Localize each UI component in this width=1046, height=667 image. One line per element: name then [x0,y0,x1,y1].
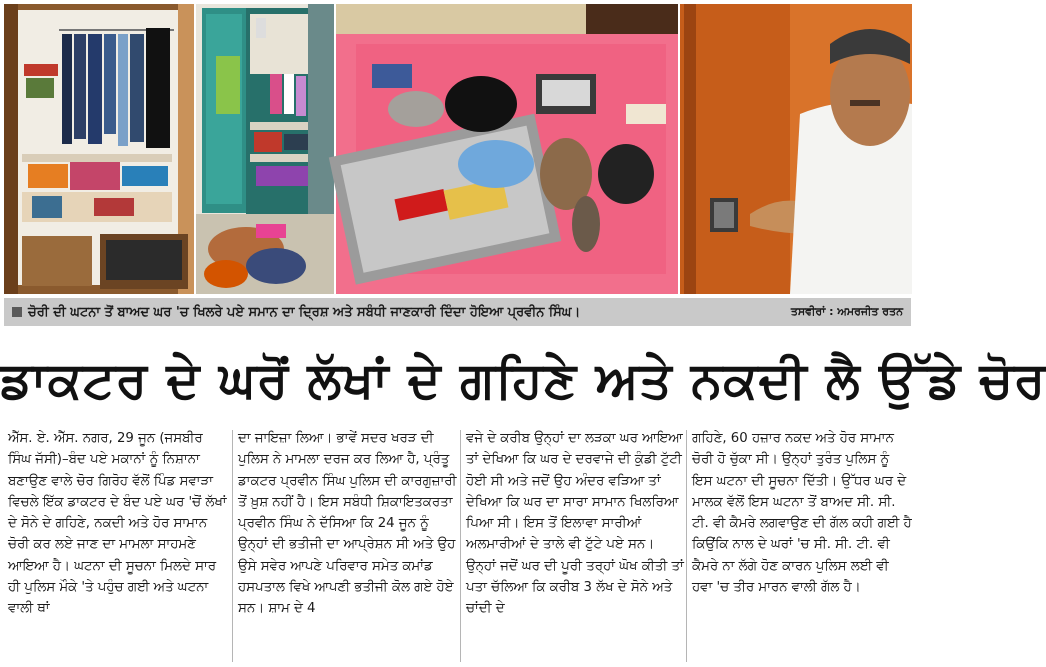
column-text: ਦਾ ਜਾਇਜ਼ਾ ਲਿਆ। ਭਾਵੇਂ ਸਦਰ ਖਰੜ ਦੀ ਪੁਲਿਸ ਨੇ ਮਾਮਲਾ ਦਰਜ ਕਰ ਲਿਆ ਹੈ, ਪ੍ਰੰਤੂ ਡਾਕਟਰ ਪ੍ਰਵੀਨ ਸਿੰਘ ਪੁਲਿਸ ਦੀ ਕਾਰਗੁਜ਼ਾਰੀ ਤੋਂ ਖ਼ੁਸ਼ ਨਹੀਂ ਹੈ। ਇਸ ਸਬੰਧੀ ਸ਼ਿਕਾਇਤਕਰਤਾ ਪ੍ਰਵੀਨ ਸਿੰਘ ਨੇ ਦੱਸਿਆ ਕਿ 24 ਜੂਨ ਨੂੰ ਉਨ੍ਹਾਂ ਦੀ ਭਤੀਜੀ ਦਾ ਆਪ੍ਰੇਸ਼ਨ ਸੀ ਅਤੇ ਉਹ ਉਸੇ ਸਵੇਰ ਆਪਣੇ ਪਰਿਵਾਰ ਸਮੇਤ ਕਮਾਂਡ ਹਸਪਤਾਲ ਵਿਖੇ ਆਪਣੀ ਭਤੀਜੀ ਕੋਲ ਗਏ ਹੋਏ ਸਨ। ਸ਼ਾਮ ਦੇ 4 [238,431,457,617]
column-divider [686,430,687,662]
headline: ਡਾਕਟਰ ਦੇ ਘਰੋਂ ਲੱਖਾਂ ਦੇ ਗਹਿਣੇ ਅਤੇ ਨਕਦੀ ਲੈ ਉੱਡੇ ਚੋਰ [0,351,1046,409]
praveen-singh-photo [680,4,912,294]
column-text: ਵਜੇ ਦੇ ਕਰੀਬ ਉਨ੍ਹਾਂ ਦਾ ਲੜਕਾ ਘਰ ਆਇਆ ਤਾਂ ਦੇਖਿਆ ਕਿ ਘਰ ਦੇ ਦਰਵਾਜੇ ਦੀ ਕੁੰਡੀ ਟੁੱਟੀ ਹੋਈ ਸੀ ਅਤੇ ਜਦੋਂ ਉਹ ਅੰਦਰ ਵੜਿਆ ਤਾਂ ਦੇਖਿਆ ਕਿ ਘਰ ਦਾ ਸਾਰਾ ਸਾਮਾਨ ਖਿਲਰਿਆ ਪਿਆ ਸੀ। ਇਸ ਤੋਂ ਇਲਾਵਾ ਸਾਰੀਆਂ ਅਲਮਾਰੀਆਂ ਦੇ ਤਾਲੇ ਵੀ ਟੁੱਟੇ ਪਏ ਸਨ। ਉਨ੍ਹਾਂ ਜਦੋਂ ਘਰ ਦੀ ਪੂਰੀ ਤਰ੍ਹਾਂ ਘੋਖ ਕੀਤੀ ਤਾਂ ਪਤਾ ਚੱਲਿਆ ਕਿ ਕਰੀਬ 3 ਲੱਖ ਦੇ ਸੋਨੇ ਅਤੇ ਚਾਂਦੀ ਦੇ [466,431,684,617]
article-column-1 [8,428,228,667]
article-column-2 [238,428,458,667]
caption-bullet-icon [12,307,22,317]
photo-caption-bar [4,298,911,326]
wardrobe-clothes-photo [4,4,194,294]
article-column-3 [466,428,686,667]
column-text: ਐੱਸ. ਏ. ਐੱਸ. ਨਗਰ, 29 ਜੂਨ (ਜਸਬੀਰ ਸਿੰਘ ਜੱਸੀ)–ਬੰਦ ਪਏ ਮਕਾਨਾਂ ਨੂੰ ਨਿਸ਼ਾਨਾ ਬਣਾਉਣ ਵਾਲੇ ਚੋਰ ਗਿਰੋਹ ਵੱਲੋਂ ਪਿੰਡ ਸਵਾੜਾ ਵਿਚਲੇ ਇੱਕ ਡਾਕਟਰ ਦੇ ਬੰਦ ਪਏ ਘਰ 'ਚੋਂ ਲੱਖਾਂ ਦੇ ਸੋਨੇ ਦੇ ਗਹਿਣੇ, ਨਕਦੀ ਅਤੇ ਹੋਰ ਸਾਮਾਨ ਚੋਰੀ ਕਰ ਲਏ ਜਾਣ ਦਾ ਮਾਮਲਾ ਸਾਹਮਣੇ ਆਇਆ ਹੈ। ਘਟਨਾ ਦੀ ਸੂਚਨਾ ਮਿਲਦੇ ਸਾਰ ਹੀ ਪੁਲਿਸ ਮੌਕੇ 'ਤੇ ਪਹੁੰਚ ਗਈ ਅਤੇ ਘਟਨਾ ਵਾਲੀ ਥਾਂ [8,431,227,617]
article-column-4 [692,428,912,667]
article-body [0,428,915,667]
bed-scattered-items-photo [336,4,678,294]
open-almirah-photo [196,4,334,294]
column-divider [232,430,233,662]
column-divider [460,430,461,662]
column-text: ਗਹਿਣੇ, 60 ਹਜ਼ਾਰ ਨਕਦ ਅਤੇ ਹੋਰ ਸਾਮਾਨ ਚੋਰੀ ਹੋ ਚੁੱਕਾ ਸੀ। ਉਨ੍ਹਾਂ ਤੁਰੰਤ ਪੁਲਿਸ ਨੂੰ ਇਸ ਘਟਨਾ ਦੀ ਸੂਚਨਾ ਦਿੱਤੀ। ਉੱਧਰ ਘਰ ਦੇ ਮਾਲਕ ਵੱਲੋਂ ਇਸ ਘਟਨਾ ਤੋਂ ਬਾਅਦ ਸੀ. ਸੀ. ਟੀ. ਵੀ ਕੈਮਰੇ ਲਗਵਾਉਣ ਦੀ ਗੱਲ ਕਹੀ ਗਈ ਹੈ ਕਿਉਂਕਿ ਨਾਲ ਦੇ ਘਰਾਂ 'ਚ ਸੀ. ਸੀ. ਟੀ. ਵੀ ਕੈਮਰੇ ਨਾ ਲੱਗੇ ਹੋਣ ਕਾਰਨ ਪੁਲਿਸ ਲਈ ਵੀ ਹਵਾ 'ਚ ਤੀਰ ਮਾਰਨ ਵਾਲੀ ਗੱਲ ਹੈ। [692,431,912,596]
photo-credit: ਤਸਵੀਰਾਂ : ਅਮਰਜੀਤ ਰਤਨ [790,305,903,318]
photo-caption: ਚੋਰੀ ਦੀ ਘਟਨਾ ਤੋਂ ਬਾਅਦ ਘਰ 'ਚ ਖਿਲਰੇ ਪਏ ਸਮਾਨ ਦਾ ਦ੍ਰਿਸ਼ ਅਤੇ ਸਬੰਧੀ ਜਾਣਕਾਰੀ ਦਿੰਦਾ ਹੋਇਆ ਪ੍ਰਵੀਨ ਸਿੰਘ। [28,304,581,320]
photo-strip [0,0,915,296]
